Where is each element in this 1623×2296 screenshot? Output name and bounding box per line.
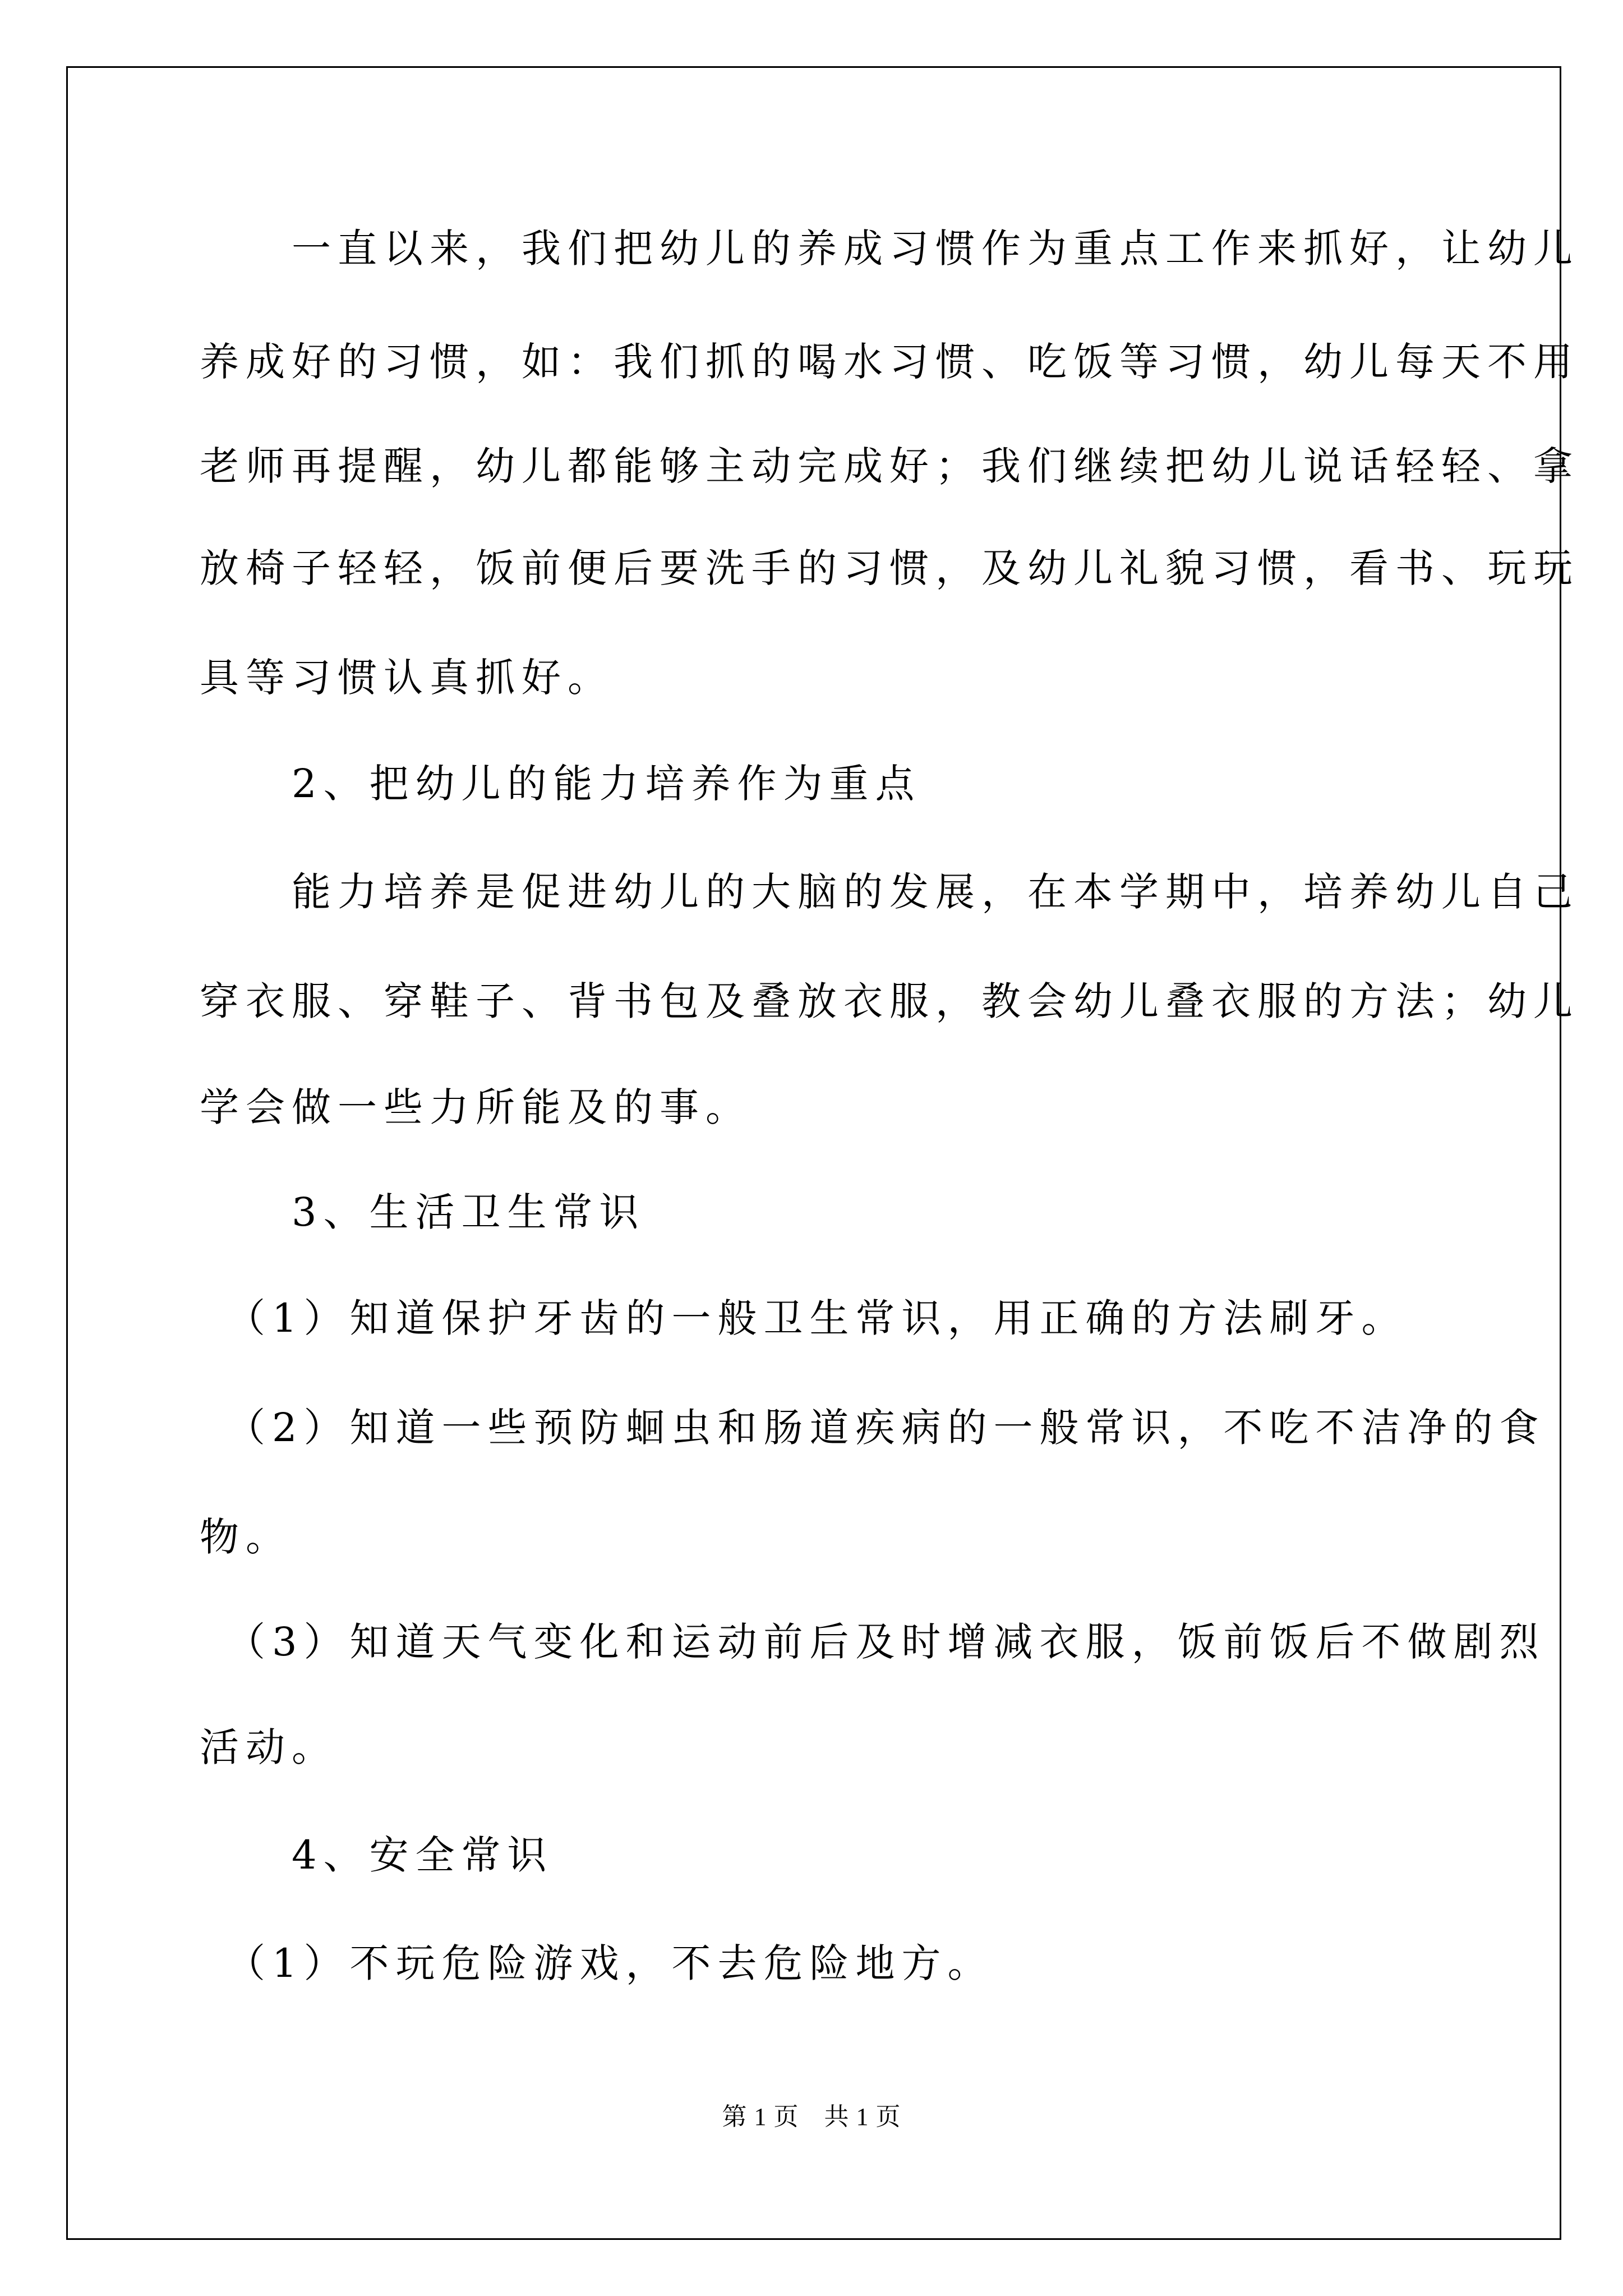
text-line: （2）知道一些预防蛔虫和肠道疾病的一般常识，不吃不洁净的食	[200, 1405, 1546, 1451]
text-line: 养成好的习惯，如：我们抓的喝水习惯、吃饭等习惯，幼儿每天不用	[200, 339, 1579, 385]
text-line: 老师再提醒，幼儿都能够主动完成好；我们继续把幼儿说话轻轻、拿	[200, 443, 1579, 489]
text-line: 一直以来，我们把幼儿的养成习惯作为重点工作来抓好，让幼儿	[200, 226, 1579, 272]
text-line: 穿衣服、穿鞋子、背书包及叠放衣服，教会幼儿叠衣服的方法；幼儿	[200, 978, 1579, 1024]
text-line: 活动。	[200, 1724, 338, 1770]
text-line: （1）不玩危险游戏，不去危险地方。	[200, 1940, 994, 1986]
section-heading: 3、生活卫生常识	[200, 1189, 645, 1235]
text-line: 学会做一些力所能及的事。	[200, 1084, 751, 1130]
section-heading: 2、把幼儿的能力培养作为重点	[200, 761, 921, 807]
text-line: （3）知道天气变化和运动前后及时增减衣服，饭前饭后不做剧烈	[200, 1619, 1546, 1665]
page-number-footer: 第 1 页 共 1 页	[722, 2103, 901, 2131]
section-heading: 4、安全常识	[200, 1832, 554, 1878]
text-line: （1）知道保护牙齿的一般卫生常识，用正确的方法刷牙。	[200, 1295, 1408, 1341]
text-line: 具等习惯认真抓好。	[200, 655, 614, 701]
text-line: 放椅子轻轻，饭前便后要洗手的习惯，及幼儿礼貌习惯，看书、玩玩	[200, 545, 1579, 591]
text-line: 物。	[200, 1514, 292, 1560]
page-border	[66, 66, 1561, 2240]
text-line: 能力培养是促进幼儿的大脑的发展，在本学期中，培养幼儿自己	[200, 869, 1579, 915]
